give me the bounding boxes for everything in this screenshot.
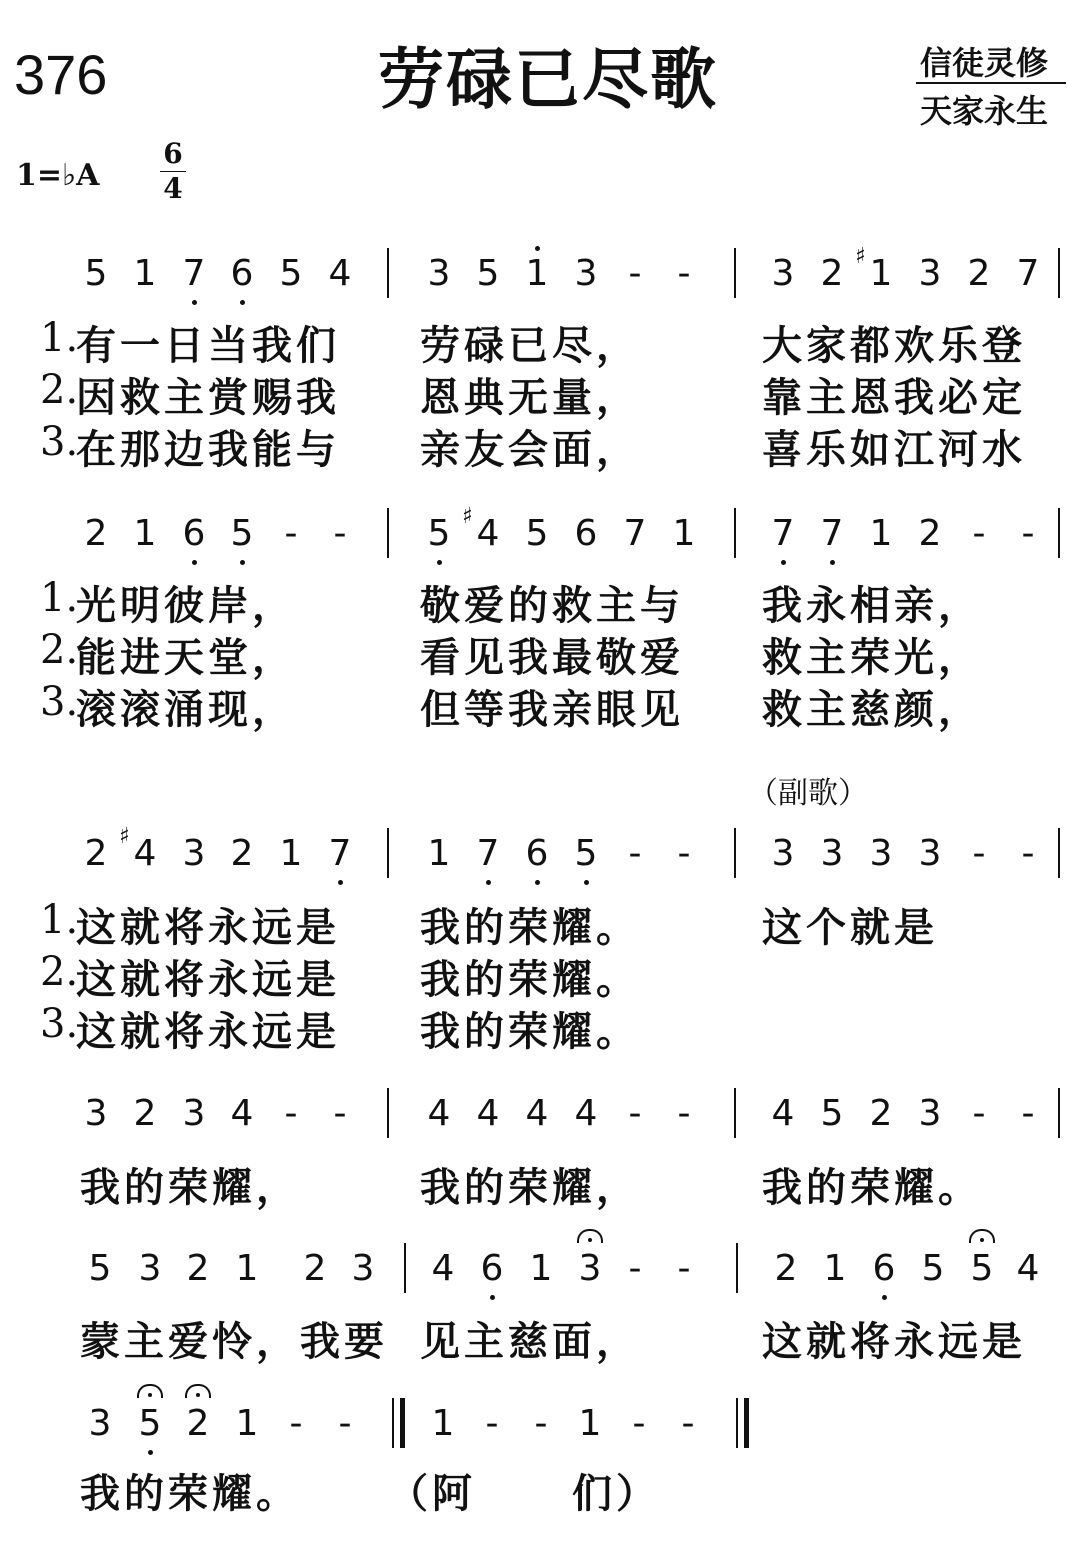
- credit-book: 天家永生: [920, 92, 1049, 130]
- note-digit: 1: [869, 253, 893, 294]
- note-digit: 2: [84, 833, 108, 874]
- note-digit: -: [628, 1093, 642, 1134]
- duration-dash: [478, 1403, 506, 1444]
- hymn-title: 劳碌已尽歌: [378, 40, 718, 118]
- lyric-phrase: 大家都欢乐登: [762, 322, 1026, 369]
- lyric-phrase: 我的荣耀。: [80, 1470, 300, 1517]
- lyric-phrase: 蒙主爱怜，我要: [80, 1318, 388, 1365]
- jianpu-note: [180, 253, 208, 294]
- sharp-sign: ♯: [119, 824, 130, 849]
- note-digit: 7: [476, 833, 500, 874]
- verse-number: 3.: [40, 419, 79, 465]
- jianpu-note: [916, 253, 944, 294]
- note-digit: 6: [480, 1248, 504, 1289]
- lyric-phrase: 有一日当我们: [76, 322, 340, 369]
- jianpu-note: [523, 513, 551, 554]
- double-bar-thin: [736, 1398, 738, 1448]
- note-digit: 5: [476, 253, 500, 294]
- jianpu-note: [82, 833, 110, 874]
- jianpu-note: [228, 833, 256, 874]
- octave-dot-below: [781, 560, 786, 565]
- lyric-phrase: 喜乐如江河水: [762, 426, 1026, 473]
- note-digit: 4: [771, 1093, 795, 1134]
- note-digit: -: [632, 1403, 646, 1444]
- octave-dot-below: [882, 1295, 887, 1300]
- note-digit: 6: [230, 253, 254, 294]
- double-bar-thick: [400, 1398, 405, 1448]
- jianpu-note: [1014, 1248, 1042, 1289]
- octave-dot-above: [535, 246, 540, 251]
- note-digit: 6: [525, 833, 549, 874]
- jianpu-note: [670, 513, 698, 554]
- jianpu-note: [919, 1248, 947, 1289]
- note-digit: 3: [351, 1248, 375, 1289]
- time-denominator: 4: [163, 172, 183, 205]
- note-digit: 4: [525, 1093, 549, 1134]
- lyric-phrase: 我的荣耀，: [80, 1164, 300, 1211]
- verse-number: 2.: [40, 627, 79, 673]
- note-digit: 1: [672, 513, 696, 554]
- jianpu-note: [523, 1093, 551, 1134]
- lyric-phrase: 因救主赏赐我: [76, 374, 340, 421]
- jianpu-note: [233, 1248, 261, 1289]
- octave-dot-below: [192, 300, 197, 305]
- note-digit: 5: [84, 253, 108, 294]
- note-digit: 1: [235, 1403, 259, 1444]
- lyric-phrase: 见主慈面，: [420, 1318, 640, 1365]
- octave-dot-below: [584, 880, 589, 885]
- duration-dash: [621, 253, 649, 294]
- bar-line: [734, 508, 736, 558]
- jianpu-note: [576, 1248, 604, 1289]
- jianpu-note: [916, 833, 944, 874]
- note-digit: 2: [186, 1248, 210, 1289]
- note-digit: 5: [970, 1248, 994, 1289]
- jianpu-note: [867, 513, 895, 554]
- jianpu-note: [474, 1093, 502, 1134]
- note-digit: -: [972, 833, 986, 874]
- jianpu-note: [326, 253, 354, 294]
- note-digit: 7: [771, 513, 795, 554]
- jianpu-note: [772, 1248, 800, 1289]
- jianpu-note: [131, 253, 159, 294]
- duration-dash: [621, 1093, 649, 1134]
- key-signature: 1=♭A: [16, 158, 100, 193]
- duration-dash: [621, 1248, 649, 1289]
- note-digit: 5: [820, 1093, 844, 1134]
- octave-dot-below: [486, 880, 491, 885]
- bar-line: [404, 1243, 406, 1293]
- jianpu-note: [769, 253, 797, 294]
- lyric-phrase: 这就将永远是: [76, 904, 340, 951]
- verse-number: 2.: [40, 949, 79, 995]
- note-digit: 7: [820, 513, 844, 554]
- jianpu-note: [572, 253, 600, 294]
- jianpu-note: [621, 513, 649, 554]
- jianpu-note: [916, 1093, 944, 1134]
- note-digit: 2: [820, 253, 844, 294]
- note-digit: 2: [774, 1248, 798, 1289]
- jianpu-note: [769, 513, 797, 554]
- jianpu-note: [119, 824, 159, 874]
- duration-dash: [670, 1248, 698, 1289]
- note-digit: 4: [230, 1093, 254, 1134]
- fermata-mark: [185, 1384, 211, 1398]
- jianpu-note: [136, 1403, 164, 1444]
- note-digit: 5: [427, 513, 451, 554]
- note-digit: 5: [525, 513, 549, 554]
- note-digit: 2: [230, 833, 254, 874]
- double-bar-thick: [744, 1398, 749, 1448]
- jianpu-note: [867, 1093, 895, 1134]
- jianpu-note: [131, 1093, 159, 1134]
- jianpu-note: [86, 1403, 114, 1444]
- note-digit: 2: [186, 1403, 210, 1444]
- note-digit: 3: [869, 833, 893, 874]
- note-digit: 5: [574, 833, 598, 874]
- lyric-phrase: 滚滚涌现，: [76, 686, 296, 733]
- verse-number: 3.: [40, 679, 79, 725]
- duration-dash: [277, 1093, 305, 1134]
- note-digit: 3: [427, 253, 451, 294]
- jianpu-note: [233, 1403, 261, 1444]
- note-digit: 5: [230, 513, 254, 554]
- jianpu-note: [228, 253, 256, 294]
- lyric-phrase: 这就将永远是: [76, 1008, 340, 1055]
- verse-number: 1.: [40, 897, 79, 943]
- note-digit: 3: [918, 1093, 942, 1134]
- credit-source: 信徒灵修: [920, 44, 1049, 82]
- jianpu-note: [576, 1403, 604, 1444]
- jianpu-note: [474, 833, 502, 874]
- duration-dash: [326, 513, 354, 554]
- jianpu-note: [855, 244, 895, 294]
- note-digit: -: [972, 1093, 986, 1134]
- jianpu-note: [818, 513, 846, 554]
- lyric-phrase: 看见我最敬爱: [420, 634, 684, 681]
- note-digit: -: [485, 1403, 499, 1444]
- jianpu-note: [136, 1248, 164, 1289]
- jianpu-note: [523, 253, 551, 294]
- duration-dash: [621, 833, 649, 874]
- jianpu-note: [180, 833, 208, 874]
- jianpu-note: [1014, 253, 1042, 294]
- jianpu-note: [425, 513, 453, 554]
- jianpu-note: [821, 1248, 849, 1289]
- duration-dash: [625, 1403, 653, 1444]
- note-digit: 3: [918, 833, 942, 874]
- lyric-phrase: 敬爱的救主与: [420, 582, 684, 629]
- fermata-mark: [137, 1384, 163, 1398]
- bar-line: [734, 828, 736, 878]
- note-digit: 4: [328, 253, 352, 294]
- bar-line: [1058, 248, 1060, 298]
- jianpu-note: [180, 513, 208, 554]
- bar-line: [734, 1088, 736, 1138]
- note-digit: 3: [84, 1093, 108, 1134]
- verse-number: 2.: [40, 367, 79, 413]
- jianpu-note: [474, 253, 502, 294]
- note-digit: -: [628, 253, 642, 294]
- note-digit: 4: [427, 1093, 451, 1134]
- note-digit: 2: [869, 1093, 893, 1134]
- note-digit: -: [1021, 833, 1035, 874]
- bar-line: [734, 248, 736, 298]
- bar-line: [1058, 828, 1060, 878]
- lyric-phrase: 我的荣耀。: [762, 1164, 982, 1211]
- duration-dash: [277, 513, 305, 554]
- duration-dash: [670, 833, 698, 874]
- credit-divider: [916, 82, 1066, 84]
- octave-dot-below: [830, 560, 835, 565]
- lyric-phrase: 光明彼岸，: [76, 582, 296, 629]
- note-digit: 2: [303, 1248, 327, 1289]
- note-digit: 4: [133, 833, 157, 874]
- note-digit: 3: [138, 1248, 162, 1289]
- bar-line: [387, 1088, 389, 1138]
- note-digit: 6: [574, 513, 598, 554]
- jianpu-note: [180, 1093, 208, 1134]
- note-digit: 1: [133, 253, 157, 294]
- lyric-phrase: 劳碌已尽，: [420, 322, 640, 369]
- jianpu-note: [277, 253, 305, 294]
- jianpu-note: [184, 1403, 212, 1444]
- jianpu-note: [572, 833, 600, 874]
- chorus-label: （副歌）: [748, 776, 868, 811]
- note-digit: 3: [771, 833, 795, 874]
- note-digit: 1: [431, 1403, 455, 1444]
- lyric-phrase: 亲友会面，: [420, 426, 640, 473]
- note-digit: 5: [279, 253, 303, 294]
- note-digit: 3: [578, 1248, 602, 1289]
- note-digit: -: [338, 1403, 352, 1444]
- jianpu-note: [82, 253, 110, 294]
- note-digit: 6: [182, 513, 206, 554]
- duration-dash: [674, 1403, 702, 1444]
- jianpu-note: [572, 513, 600, 554]
- lyric-phrase: 我的荣耀。: [420, 904, 640, 951]
- note-digit: 4: [574, 1093, 598, 1134]
- jianpu-note: [425, 833, 453, 874]
- note-digit: 7: [623, 513, 647, 554]
- duration-dash: [965, 513, 993, 554]
- note-digit: 1: [427, 833, 451, 874]
- note-digit: 3: [820, 833, 844, 874]
- verse-number: 1.: [40, 315, 79, 361]
- note-digit: -: [677, 1248, 691, 1289]
- sharp-sign: ♯: [855, 244, 866, 269]
- lyric-phrase: 救主荣光，: [762, 634, 982, 681]
- note-digit: 2: [133, 1093, 157, 1134]
- lyric-phrase: 在那边我能与: [76, 426, 340, 473]
- octave-dot-below: [148, 1450, 153, 1455]
- duration-dash: [1014, 833, 1042, 874]
- note-digit: -: [628, 833, 642, 874]
- note-digit: 2: [84, 513, 108, 554]
- note-digit: 5: [88, 1248, 112, 1289]
- note-digit: 4: [431, 1248, 455, 1289]
- jianpu-note: [184, 1248, 212, 1289]
- jianpu-note: [818, 833, 846, 874]
- note-digit: 1: [529, 1248, 553, 1289]
- jianpu-note: [867, 833, 895, 874]
- lyric-phrase: 靠主恩我必定: [762, 374, 1026, 421]
- octave-dot-below: [490, 1295, 495, 1300]
- duration-dash: [282, 1403, 310, 1444]
- lyric-phrase: 但等我亲眼见: [420, 686, 684, 733]
- octave-dot-below: [535, 880, 540, 885]
- jianpu-note: [527, 1248, 555, 1289]
- lyric-phrase: 能进天堂，: [76, 634, 296, 681]
- jianpu-note: [429, 1403, 457, 1444]
- note-digit: 3: [771, 253, 795, 294]
- jianpu-note: [968, 1248, 996, 1289]
- duration-dash: [965, 833, 993, 874]
- note-digit: 4: [1016, 1248, 1040, 1289]
- bar-line: [387, 828, 389, 878]
- time-numerator: 6: [163, 137, 183, 170]
- jianpu-note: [818, 1093, 846, 1134]
- note-digit: 3: [182, 833, 206, 874]
- note-digit: 1: [525, 253, 549, 294]
- note-digit: -: [677, 1093, 691, 1134]
- jianpu-note: [86, 1248, 114, 1289]
- jianpu-note: [349, 1248, 377, 1289]
- lyric-phrase: 我的荣耀，: [420, 1164, 640, 1211]
- lyric-phrase: （阿: [388, 1470, 476, 1517]
- note-digit: 4: [476, 513, 500, 554]
- octave-dot-below: [338, 880, 343, 885]
- note-digit: 1: [823, 1248, 847, 1289]
- note-digit: 3: [918, 253, 942, 294]
- jianpu-note: [769, 1093, 797, 1134]
- jianpu-note: [870, 1248, 898, 1289]
- note-digit: -: [284, 1093, 298, 1134]
- duration-dash: [331, 1403, 359, 1444]
- jianpu-note: [326, 833, 354, 874]
- note-digit: 2: [967, 253, 991, 294]
- note-digit: -: [628, 1248, 642, 1289]
- fermata-mark: [969, 1229, 995, 1243]
- octave-dot-below: [240, 560, 245, 565]
- note-digit: 1: [578, 1403, 602, 1444]
- fermata-mark: [577, 1229, 603, 1243]
- duration-dash: [1014, 1093, 1042, 1134]
- note-digit: 1: [869, 513, 893, 554]
- note-digit: 5: [138, 1403, 162, 1444]
- note-digit: -: [284, 513, 298, 554]
- jianpu-note: [425, 1093, 453, 1134]
- time-signature: [160, 137, 186, 205]
- duration-dash: [670, 253, 698, 294]
- note-digit: 3: [88, 1403, 112, 1444]
- bar-line: [1058, 1088, 1060, 1138]
- lyric-phrase: 这就将永远是: [76, 956, 340, 1003]
- lyric-phrase: 们）: [572, 1470, 660, 1517]
- jianpu-note: [478, 1248, 506, 1289]
- bar-line: [1058, 508, 1060, 558]
- lyric-phrase: 我的荣耀。: [420, 956, 640, 1003]
- sharp-sign: ♯: [462, 504, 473, 529]
- bar-line: [387, 508, 389, 558]
- note-digit: -: [333, 513, 347, 554]
- note-digit: -: [677, 833, 691, 874]
- lyric-phrase: 我的荣耀。: [420, 1008, 640, 1055]
- note-digit: -: [681, 1403, 695, 1444]
- duration-dash: [527, 1403, 555, 1444]
- jianpu-note: [131, 513, 159, 554]
- note-digit: 3: [182, 1093, 206, 1134]
- note-digit: -: [333, 1093, 347, 1134]
- jianpu-note: [523, 833, 551, 874]
- note-digit: 1: [235, 1248, 259, 1289]
- jianpu-note: [277, 833, 305, 874]
- octave-dot-below: [240, 300, 245, 305]
- note-digit: 4: [476, 1093, 500, 1134]
- jianpu-note: [462, 504, 502, 554]
- octave-dot-below: [192, 560, 197, 565]
- note-digit: -: [289, 1403, 303, 1444]
- verse-number: 1.: [40, 575, 79, 621]
- note-digit: 7: [182, 253, 206, 294]
- jianpu-note: [916, 513, 944, 554]
- bar-line: [736, 1243, 738, 1293]
- note-digit: 1: [133, 513, 157, 554]
- hymn-number: 376: [14, 43, 108, 106]
- jianpu-note: [965, 253, 993, 294]
- double-bar-thin: [392, 1398, 394, 1448]
- note-digit: 2: [918, 513, 942, 554]
- note-digit: 1: [279, 833, 303, 874]
- jianpu-note: [818, 253, 846, 294]
- jianpu-note: [82, 513, 110, 554]
- verse-number: 3.: [40, 1001, 79, 1047]
- note-digit: -: [972, 513, 986, 554]
- jianpu-note: [228, 1093, 256, 1134]
- lyric-phrase: 这就将永远是: [762, 1318, 1026, 1365]
- jianpu-note: [425, 253, 453, 294]
- note-digit: -: [1021, 513, 1035, 554]
- note-digit: -: [534, 1403, 548, 1444]
- lyric-phrase: 这个就是: [762, 904, 938, 951]
- jianpu-note: [429, 1248, 457, 1289]
- note-digit: 7: [1016, 253, 1040, 294]
- duration-dash: [1014, 513, 1042, 554]
- jianpu-note: [228, 513, 256, 554]
- note-digit: -: [677, 253, 691, 294]
- jianpu-note: [82, 1093, 110, 1134]
- note-digit: -: [1021, 1093, 1035, 1134]
- lyric-phrase: 恩典无量，: [420, 374, 640, 421]
- duration-dash: [326, 1093, 354, 1134]
- duration-dash: [670, 1093, 698, 1134]
- lyric-phrase: 我永相亲，: [762, 582, 982, 629]
- jianpu-note: [769, 833, 797, 874]
- jianpu-note: [301, 1248, 329, 1289]
- lyric-phrase: 救主慈颜，: [762, 686, 982, 733]
- bar-line: [387, 248, 389, 298]
- note-digit: 5: [921, 1248, 945, 1289]
- note-digit: 6: [872, 1248, 896, 1289]
- jianpu-note: [572, 1093, 600, 1134]
- note-digit: 7: [328, 833, 352, 874]
- note-digit: 3: [574, 253, 598, 294]
- duration-dash: [965, 1093, 993, 1134]
- octave-dot-below: [437, 560, 442, 565]
